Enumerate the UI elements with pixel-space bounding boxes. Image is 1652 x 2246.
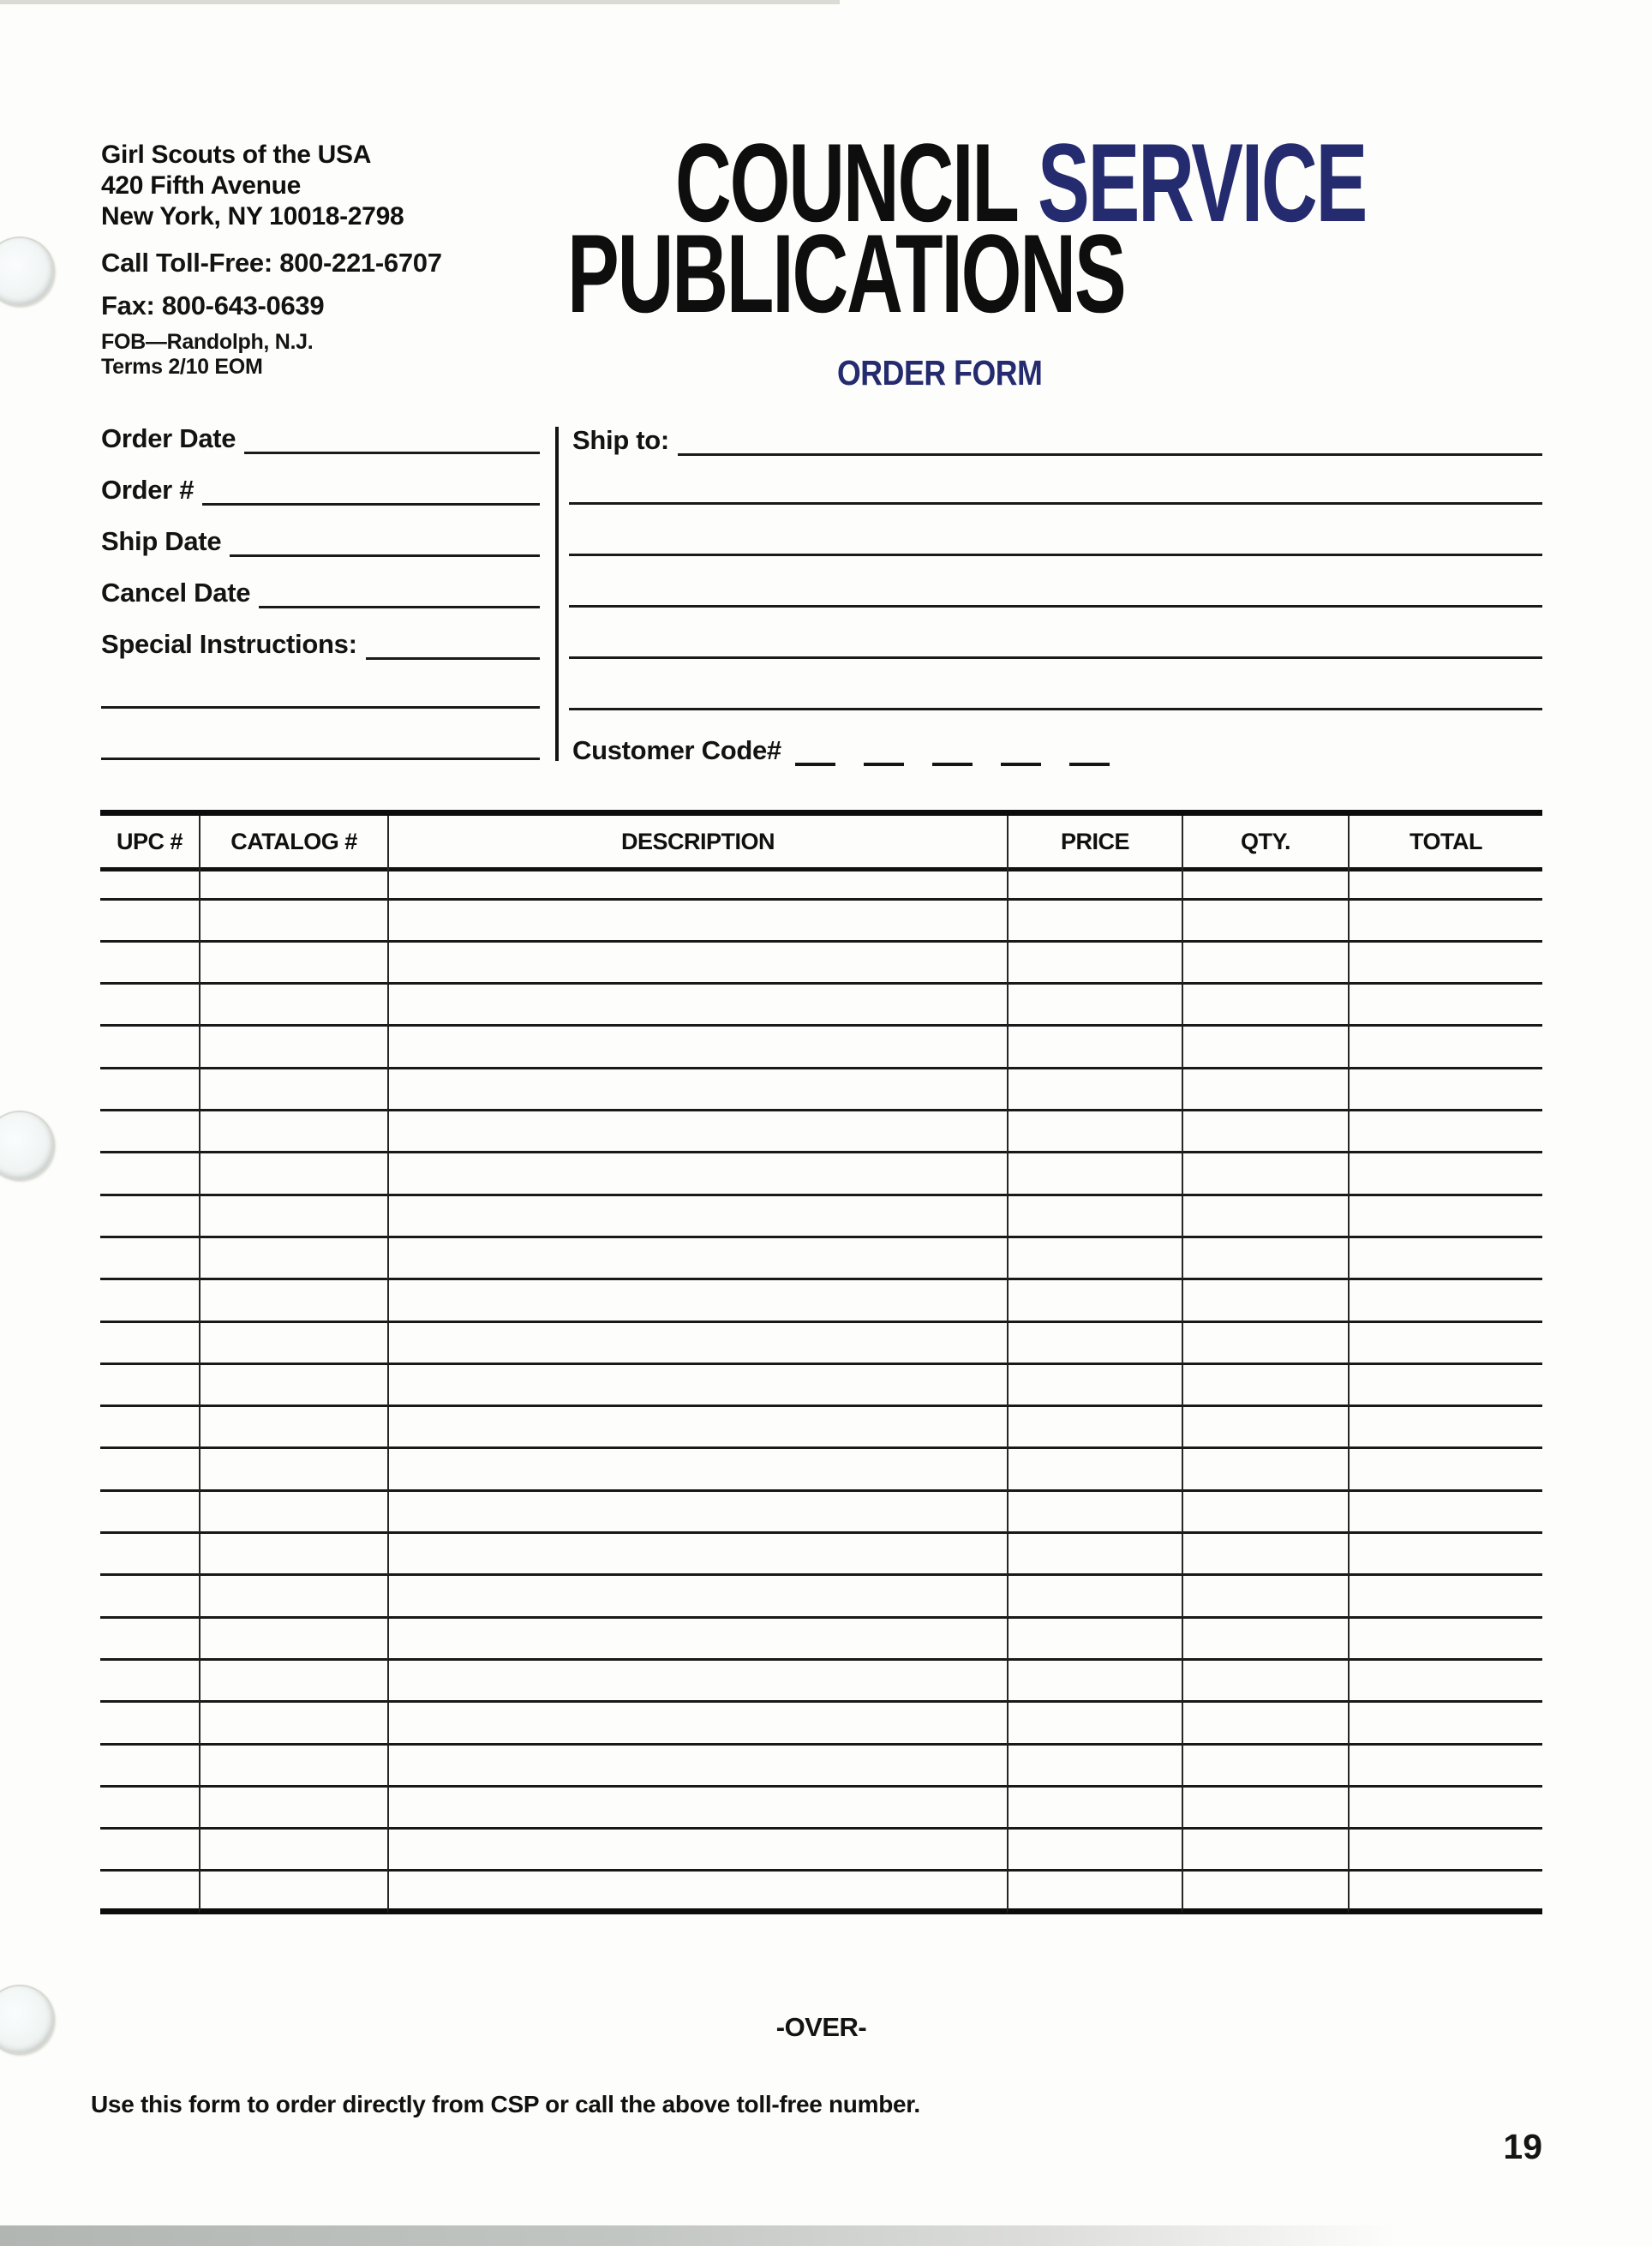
blank-cell-upc[interactable] [100, 1619, 199, 1661]
column-header-description: DESCRIPTION [387, 816, 1007, 871]
column-divider [555, 427, 559, 761]
title-council: COUNCIL [675, 120, 1018, 245]
order-date-input[interactable] [244, 426, 540, 454]
blank-cell-price[interactable] [1007, 1111, 1182, 1153]
blank-cell-total[interactable] [1348, 901, 1542, 943]
blank-cell-total[interactable] [1348, 943, 1542, 985]
blank-cell-total[interactable] [1348, 1280, 1542, 1322]
blank-cell-description[interactable] [387, 985, 1007, 1027]
blank-cell-catalog[interactable] [199, 1746, 387, 1788]
blank-cell-price[interactable] [1007, 858, 1182, 900]
blank-cell-catalog[interactable] [199, 1111, 387, 1153]
blank-cell-qty[interactable] [1182, 985, 1348, 1027]
blank-cell-upc[interactable] [100, 1492, 199, 1534]
blank-cell-catalog[interactable] [199, 1238, 387, 1280]
fob-terms [101, 330, 313, 380]
blank-cell-price[interactable] [1007, 1196, 1182, 1238]
fax-number: Fax: 800-643-0639 [101, 290, 325, 320]
blank-cell-price[interactable] [1007, 1534, 1182, 1576]
blank-cell-upc[interactable] [100, 985, 199, 1027]
blank-cell-description[interactable] [387, 1534, 1007, 1576]
ship-to-address-line[interactable] [569, 656, 1542, 659]
blank-cell-price[interactable] [1007, 1449, 1182, 1491]
blank-cell-description[interactable] [387, 1407, 1007, 1449]
blank-cell-upc[interactable] [100, 1069, 199, 1111]
blank-cell-total[interactable] [1348, 1619, 1542, 1661]
blank-cell-price[interactable] [1007, 1619, 1182, 1661]
blank-cell-qty[interactable] [1182, 1027, 1348, 1069]
blank-cell-description[interactable] [387, 858, 1007, 900]
order-form-subtitle: ORDER FORM [837, 353, 1043, 392]
ship-date-row [101, 524, 540, 557]
blank-cell-qty[interactable] [1182, 1069, 1348, 1111]
blank-cell-description[interactable] [387, 1619, 1007, 1661]
blank-cell-total[interactable] [1348, 1830, 1542, 1872]
blank-cell-total[interactable] [1348, 1323, 1542, 1365]
blank-cell-qty[interactable] [1182, 1703, 1348, 1745]
ship-to-row [572, 423, 1542, 456]
column-header-total: TOTAL [1348, 816, 1542, 871]
blank-cell-price[interactable] [1007, 1323, 1182, 1365]
terms-line: Terms 2/10 EOM [101, 355, 263, 379]
customer-code-slots-host [781, 737, 1110, 766]
blank-cell-description[interactable] [387, 1703, 1007, 1745]
blank-cell-catalog[interactable] [199, 1153, 387, 1195]
ship-to-input[interactable] [678, 428, 1542, 456]
blank-cell-description[interactable] [387, 1788, 1007, 1830]
blank-cell-total[interactable] [1348, 1703, 1542, 1745]
blank-cell-upc[interactable] [100, 1746, 199, 1788]
blank-cell-qty[interactable] [1182, 1534, 1348, 1576]
blank-cell-price[interactable] [1007, 1830, 1182, 1872]
over-label: -OVER- [775, 2012, 867, 2042]
blank-cell-total[interactable] [1348, 1449, 1542, 1491]
blank-cell-total[interactable] [1348, 1788, 1542, 1830]
blank-cell-total[interactable] [1348, 1492, 1542, 1534]
blank-cell-upc[interactable] [100, 1576, 199, 1618]
org-name: Girl Scouts of the USA [101, 141, 372, 169]
blank-cell-qty[interactable] [1182, 1365, 1348, 1407]
blank-cell-qty[interactable] [1182, 1872, 1348, 1914]
blank-cell-price[interactable] [1007, 1788, 1182, 1830]
page-number: 19 [1503, 2127, 1542, 2166]
blank-cell-price[interactable] [1007, 1492, 1182, 1534]
blank-cell-qty[interactable] [1182, 943, 1348, 985]
blank-cell-upc[interactable] [100, 1280, 199, 1322]
blank-cell-qty[interactable] [1182, 1661, 1348, 1703]
blank-cell-catalog[interactable] [199, 1196, 387, 1238]
blank-cell-total[interactable] [1348, 1111, 1542, 1153]
blank-cell-total[interactable] [1348, 1365, 1542, 1407]
column-header-qty: QTY. [1182, 816, 1348, 871]
blank-cell-description[interactable] [387, 1449, 1007, 1491]
blank-cell-description[interactable] [387, 943, 1007, 985]
blank-cell-price[interactable] [1007, 901, 1182, 943]
blank-cell-catalog[interactable] [199, 1280, 387, 1322]
blank-cell-description[interactable] [387, 1280, 1007, 1322]
blank-cell-description[interactable] [387, 1872, 1007, 1914]
special-instructions-extra-line[interactable] [101, 758, 540, 760]
order-date-row [101, 422, 540, 454]
blank-cell-upc[interactable] [100, 1872, 199, 1914]
blank-cell-description[interactable] [387, 1746, 1007, 1788]
cancel-date-row [101, 576, 540, 608]
blank-cell-qty[interactable] [1182, 901, 1348, 943]
order-number-input[interactable] [202, 477, 540, 506]
blank-cell-total[interactable] [1348, 1746, 1542, 1788]
blank-cell-price[interactable] [1007, 1872, 1182, 1914]
sender-block [101, 140, 442, 379]
title-service: SERVICE [1038, 120, 1367, 245]
blank-cell-description[interactable] [387, 1830, 1007, 1872]
fob-line: FOB—Randolph, N.J. [101, 330, 314, 354]
scan-bottom-shadow [0, 2225, 1397, 2246]
blank-cell-qty[interactable] [1182, 1323, 1348, 1365]
ship-to-address-line[interactable] [569, 502, 1542, 505]
customer-code-slot[interactable] [1069, 737, 1110, 766]
blank-cell-description[interactable] [387, 1492, 1007, 1534]
blank-cell-total[interactable] [1348, 1872, 1542, 1914]
ship-to-label: Ship to: [572, 425, 669, 455]
blank-cell-price[interactable] [1007, 1746, 1182, 1788]
org-address-line1: 420 Fifth Avenue [101, 171, 302, 200]
blank-cell-catalog[interactable] [199, 1576, 387, 1618]
blank-cell-total[interactable] [1348, 1534, 1542, 1576]
special-instructions-label: Special Instructions: [101, 629, 357, 659]
blank-cell-catalog[interactable] [199, 858, 387, 900]
blank-cell-description[interactable] [387, 1576, 1007, 1618]
blank-cell-total[interactable] [1348, 1576, 1542, 1618]
blank-cell-qty[interactable] [1182, 1238, 1348, 1280]
blank-cell-total[interactable] [1348, 1238, 1542, 1280]
blank-cell-qty[interactable] [1182, 1280, 1348, 1322]
blank-cell-total[interactable] [1348, 1069, 1542, 1111]
blank-cell-price[interactable] [1007, 985, 1182, 1027]
cancel-date-input[interactable] [259, 580, 540, 608]
blank-cell-qty[interactable] [1182, 1746, 1348, 1788]
ship-date-label: Ship Date [101, 526, 222, 556]
blank-cell-upc[interactable] [100, 943, 199, 985]
customer-code-slot[interactable] [932, 737, 973, 766]
blank-cell-qty[interactable] [1182, 1492, 1348, 1534]
blank-cell-price[interactable] [1007, 1069, 1182, 1111]
ship-to-address-line[interactable] [569, 708, 1542, 710]
column-header-upc: UPC # [100, 816, 199, 871]
customer-code-slot[interactable] [864, 737, 904, 766]
blank-cell-catalog[interactable] [199, 1069, 387, 1111]
blank-cell-catalog[interactable] [199, 1661, 387, 1703]
blank-cell-price[interactable] [1007, 1576, 1182, 1618]
footer-note: Use this form to order directly from CSP or call the above toll-free number. [91, 2091, 920, 2117]
blank-cell-catalog[interactable] [199, 1027, 387, 1069]
blank-cell-description[interactable] [387, 1153, 1007, 1195]
blank-cell-catalog[interactable] [199, 1407, 387, 1449]
blank-cell-price[interactable] [1007, 1661, 1182, 1703]
ship-date-input[interactable] [230, 529, 540, 557]
blank-cell-description[interactable] [387, 1238, 1007, 1280]
blank-cell-qty[interactable] [1182, 1619, 1348, 1661]
blank-cell-catalog[interactable] [199, 1703, 387, 1745]
blank-cell-qty[interactable] [1182, 1830, 1348, 1872]
blank-cell-catalog[interactable] [199, 1365, 387, 1407]
blank-cell-qty[interactable] [1182, 858, 1348, 900]
blank-cell-total[interactable] [1348, 1196, 1542, 1238]
customer-code-slot[interactable] [795, 737, 835, 766]
blank-cell-upc[interactable] [100, 901, 199, 943]
blank-cell-qty[interactable] [1182, 1576, 1348, 1618]
punch-hole [0, 1111, 55, 1181]
blank-cell-catalog[interactable] [199, 1619, 387, 1661]
blank-cell-qty[interactable] [1182, 1788, 1348, 1830]
blank-cell-upc[interactable] [100, 1196, 199, 1238]
punch-hole [0, 1985, 55, 2055]
column-header-catalog: CATALOG # [199, 816, 387, 871]
blank-cell-catalog[interactable] [199, 901, 387, 943]
blank-cell-description[interactable] [387, 1196, 1007, 1238]
blank-cell-description[interactable] [387, 1111, 1007, 1153]
blank-cell-upc[interactable] [100, 1449, 199, 1491]
blank-cell-price[interactable] [1007, 1407, 1182, 1449]
page-title-line2: PUBLICATIONS [567, 211, 1125, 336]
blank-cell-catalog[interactable] [199, 1830, 387, 1872]
blank-cell-upc[interactable] [100, 858, 199, 900]
order-number-label: Order # [101, 475, 195, 505]
blank-cell-price[interactable] [1007, 1280, 1182, 1322]
blank-cell-upc[interactable] [100, 1534, 199, 1576]
blank-cell-upc[interactable] [100, 1407, 199, 1449]
blank-cell-total[interactable] [1348, 1027, 1542, 1069]
order-number-row [101, 473, 540, 506]
blank-cell-total[interactable] [1348, 1661, 1542, 1703]
blank-cell-qty[interactable] [1182, 1449, 1348, 1491]
blank-cell-upc[interactable] [100, 1365, 199, 1407]
toll-free-number: Call Toll-Free: 800-221-6707 [101, 248, 442, 278]
column-header-price: PRICE [1007, 816, 1182, 871]
blank-cell-upc[interactable] [100, 1111, 199, 1153]
special-instructions-input[interactable] [366, 632, 540, 660]
special-instructions-row [101, 627, 540, 660]
blank-cell-catalog[interactable] [199, 1872, 387, 1914]
blank-cell-description[interactable] [387, 1661, 1007, 1703]
ship-to-address-line[interactable] [569, 605, 1542, 608]
customer-code-label: Customer Code# [572, 735, 781, 765]
blank-cell-qty[interactable] [1182, 1196, 1348, 1238]
order-date-label: Order Date [101, 423, 236, 453]
blank-cell-catalog[interactable] [199, 1323, 387, 1365]
org-address-line2: New York, NY 10018-2798 [101, 202, 404, 231]
ship-to-address-line[interactable] [569, 554, 1542, 556]
blank-cell-description[interactable] [387, 1323, 1007, 1365]
blank-cell-qty[interactable] [1182, 1407, 1348, 1449]
blank-cell-total[interactable] [1348, 858, 1542, 900]
blank-cell-upc[interactable] [100, 1703, 199, 1745]
blank-cell-catalog[interactable] [199, 943, 387, 985]
blank-cell-qty[interactable] [1182, 1153, 1348, 1195]
blank-cell-price[interactable] [1007, 1153, 1182, 1195]
blank-cell-catalog[interactable] [199, 1492, 387, 1534]
blank-cell-upc[interactable] [100, 1830, 199, 1872]
blank-cell-upc[interactable] [100, 1027, 199, 1069]
blank-cell-price[interactable] [1007, 943, 1182, 985]
blank-cell-upc[interactable] [100, 1661, 199, 1703]
blank-cell-qty[interactable] [1182, 1111, 1348, 1153]
blank-cell-catalog[interactable] [199, 1788, 387, 1830]
blank-cell-price[interactable] [1007, 1027, 1182, 1069]
order-table [100, 810, 1542, 1914]
blank-cell-description[interactable] [387, 1027, 1007, 1069]
blank-cell-total[interactable] [1348, 1153, 1542, 1195]
blank-cell-total[interactable] [1348, 985, 1542, 1027]
blank-cell-catalog[interactable] [199, 1534, 387, 1576]
blank-cell-description[interactable] [387, 1069, 1007, 1111]
punch-hole [0, 237, 55, 307]
scan-top-edge [0, 0, 840, 4]
blank-cell-catalog[interactable] [199, 1449, 387, 1491]
customer-code-slot[interactable] [1001, 737, 1041, 766]
blank-cell-price[interactable] [1007, 1365, 1182, 1407]
blank-cell-catalog[interactable] [199, 985, 387, 1027]
blank-cell-upc[interactable] [100, 1323, 199, 1365]
blank-cell-description[interactable] [387, 1365, 1007, 1407]
blank-cell-price[interactable] [1007, 1703, 1182, 1745]
blank-cell-upc[interactable] [100, 1788, 199, 1830]
blank-cell-upc[interactable] [100, 1153, 199, 1195]
blank-cell-price[interactable] [1007, 1238, 1182, 1280]
blank-cell-total[interactable] [1348, 1407, 1542, 1449]
customer-code-row [572, 734, 1542, 766]
special-instructions-extra-line[interactable] [101, 706, 540, 709]
blank-cell-description[interactable] [387, 901, 1007, 943]
cancel-date-label: Cancel Date [101, 578, 251, 608]
blank-cell-upc[interactable] [100, 1238, 199, 1280]
